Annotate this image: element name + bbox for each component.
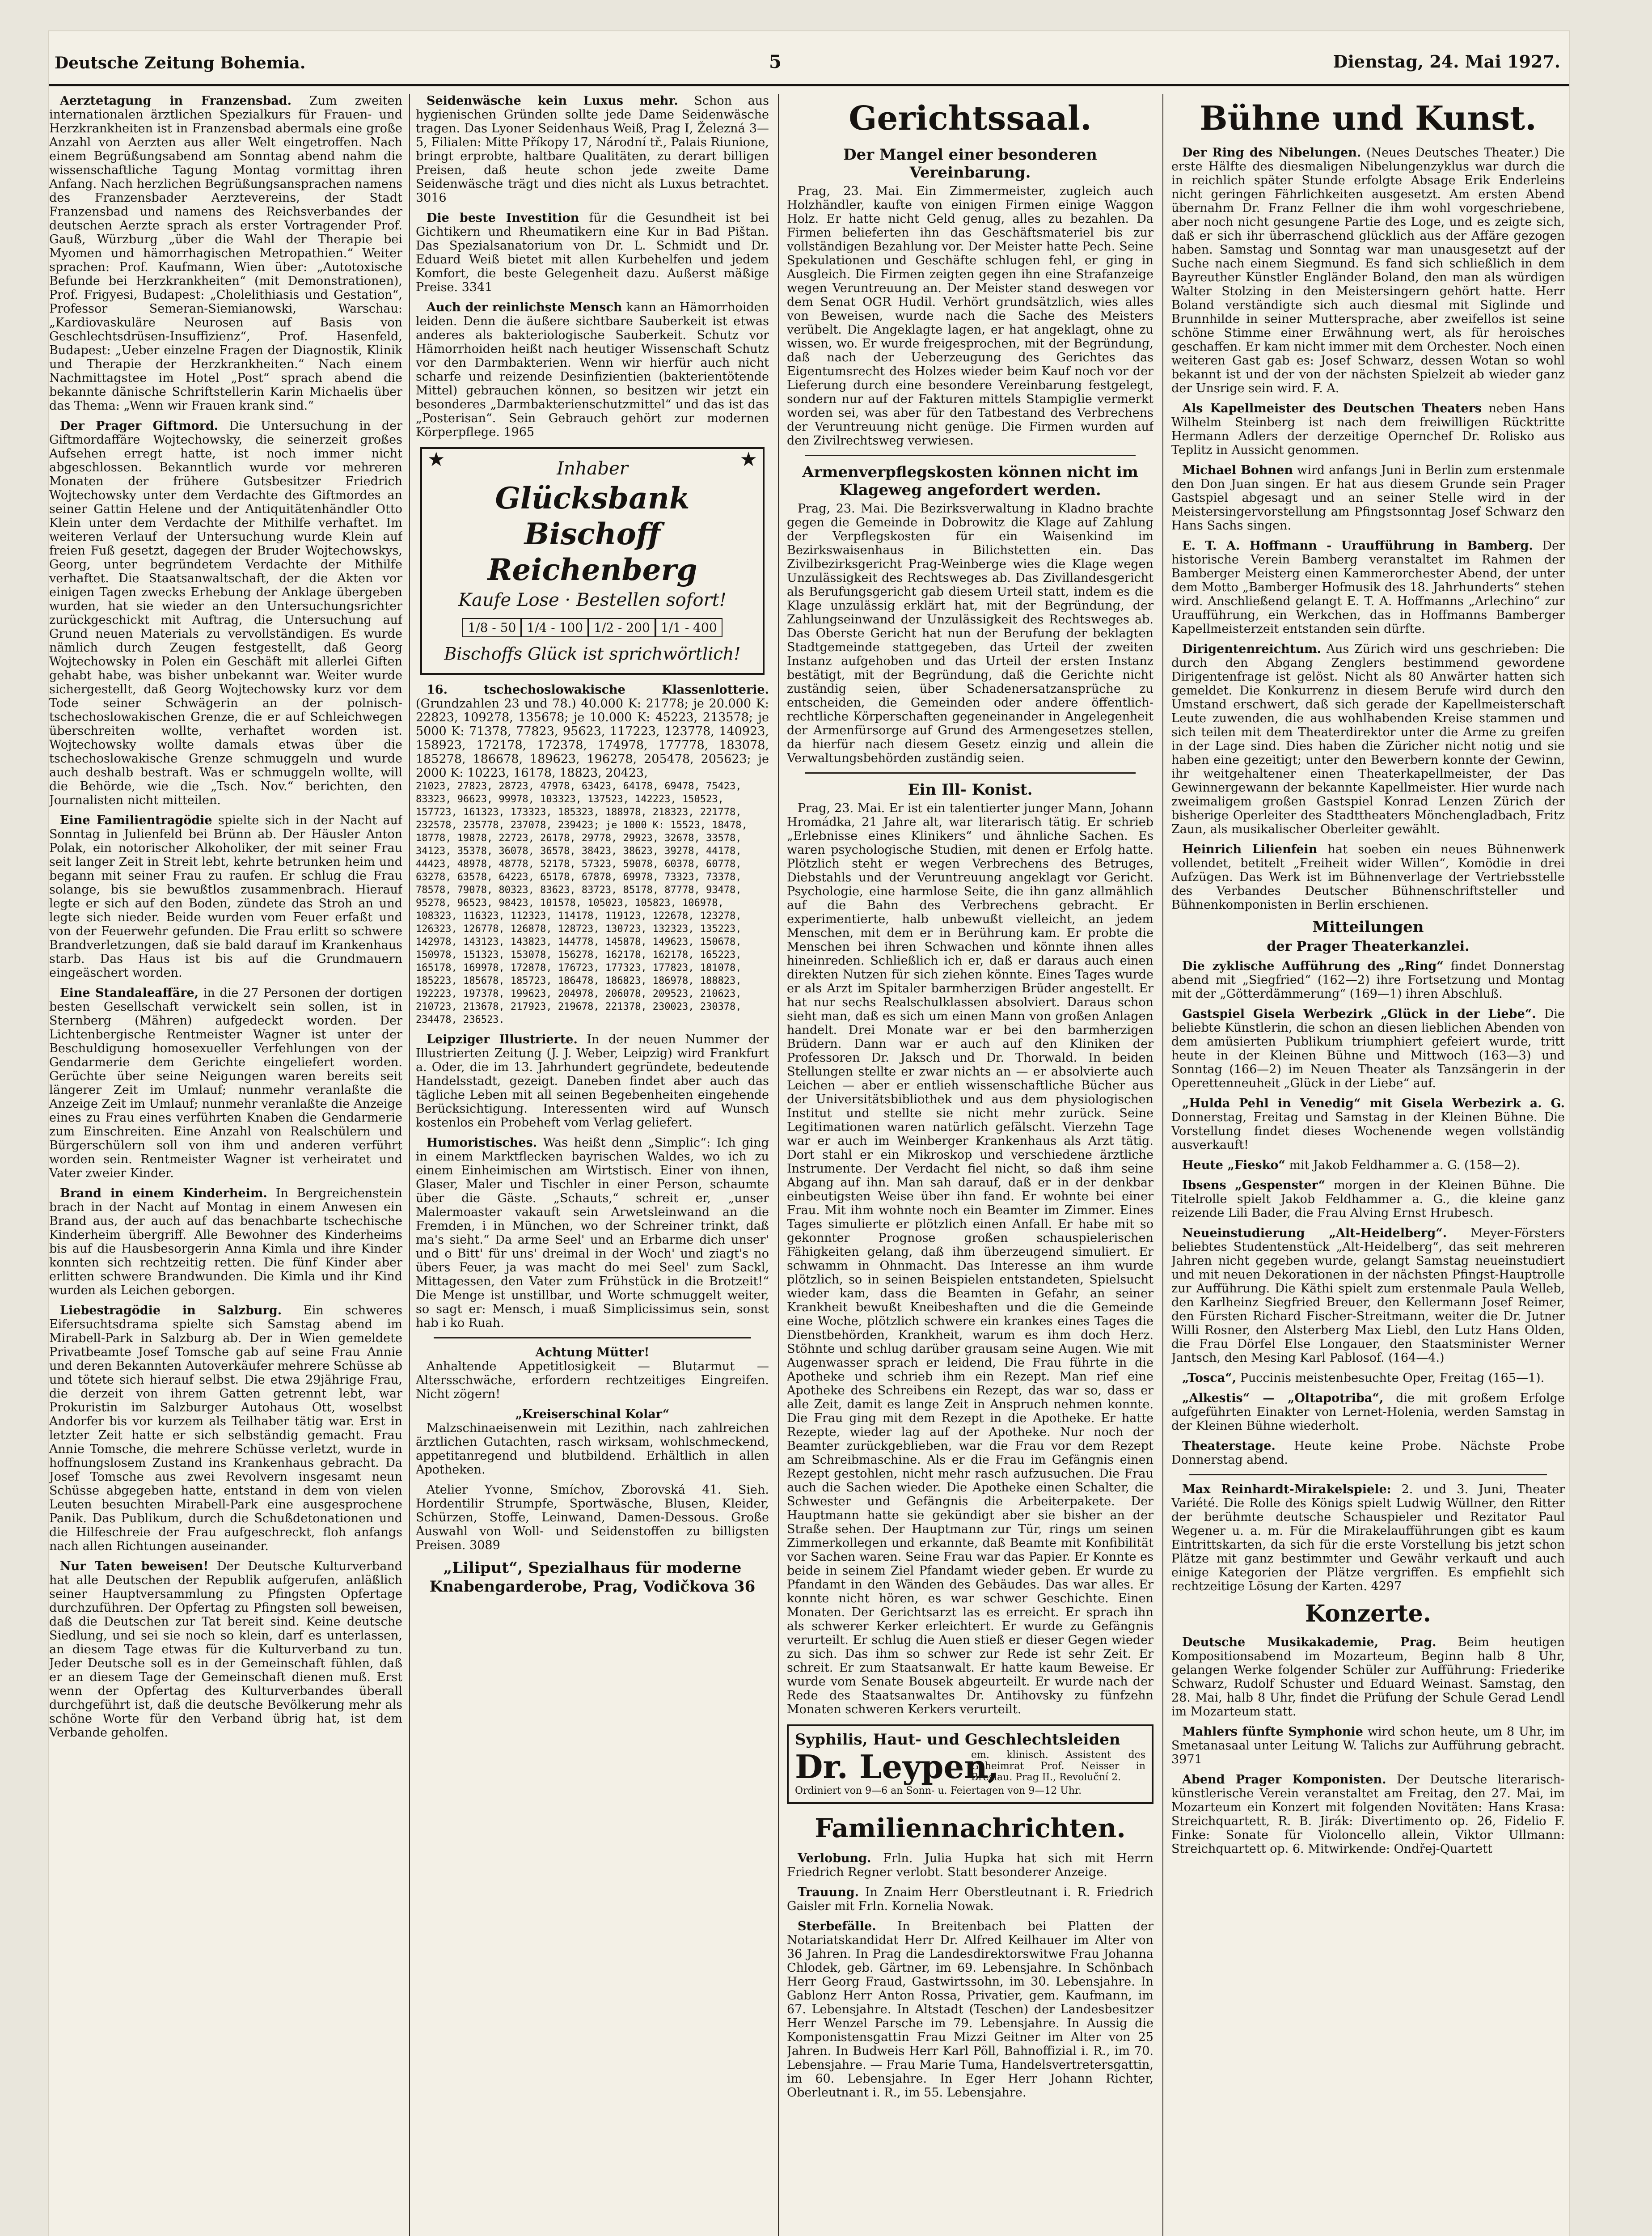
- lot-prices: [429, 618, 756, 637]
- arts-item: [1171, 642, 1565, 836]
- theater-item: [1171, 1158, 1565, 1172]
- theater-item: [1171, 1007, 1565, 1090]
- column-divider: [1162, 94, 1163, 2236]
- arts-item: [1171, 843, 1565, 912]
- column-divider: [409, 94, 410, 2236]
- item-text: die mit großem Erfolge aufgeführten Einakter von Lernet-Holenia, werden Samstag in der Kleinen Bühne wiederholt.: [1171, 1391, 1565, 1433]
- item-heading: Brand in einem Kinderheim.: [60, 1186, 267, 1200]
- item-text: wird schon heute, um 8 Uhr, im Smetanasaal unter Leitung W. Talichs zur Aufführung gebracht. 3971: [1171, 1725, 1565, 1766]
- liliput-advertisement: [416, 1558, 769, 1596]
- theater-section-title: Mitteilungen: [1312, 918, 1424, 936]
- item-text: Beim heutigen Kompositionsabend im Mozarteum, Beginn halb 8 Uhr, gelangen Werke folgender Schüler zur Aufführung: Friederike Schwarz, Rudolf Schuster und Eduard Weinast. Samstag, den 28. Mai, halb 8 Uhr, findet die Prüfung der Schule Gerad Lendl im Mozarteum statt.: [1171, 1635, 1565, 1719]
- item-text: Die Untersuchung in der Giftmordaffäre Wojtechowsky, die seinerzeit großes Aufsehen erregt hatte, ist noch immer nicht abgeschlossen. Bekanntlich wurde vor mehreren Monaten der frühere Gutsbesitzer Friedrich Wojtechowsky unter dem Verdachte des Giftmordes an seiner Gattin Helene und der Antiquitätenhändler Otto Klein unter dem Verdachte der Mithilfe verhaftet. Im weiteren Verlauf der Untersuchung wurde Klein auf freien Fuß gesetzt, dagegen der Bruder Wojtechowskys, Georg, unter begründetem Verdachte der Mithilfe verhaftet. Die Staatsanwaltschaft, der die Akten vor einigen Tagen zwecks Erhebung der Anklage übergeben wurden, hat sie wieder an den Untersuchungsrichter zurückgeschickt mit Auftrag, die Untersuchung auf Grund neuen Materials zu vervollständigen. Es wurde nämlich durch Zeugen festgestellt, daß Georg Wojtechowsky in Polen ein Geschäft mit allerlei Giften gehabt habe, was bisher unbekannt war. Weiter wurde sichergestellt, daß Georg Wojtechowsky kurz vor dem Tode seiner Schwägerin an der polnisch-tschechoslowakischen Grenze, die er auf Schleichwegen überschreiten wollte, verhaftet worden ist. Wojtechowsky wollte damals etwas über die tschechoslowakische Grenze schmuggeln und wurde auch deshalb bestraft. Was er schmuggeln wollte, will die Behörde, wie die „Tsch. Nov.“ berichten, den Journalisten nicht mitteilen.: [49, 419, 402, 807]
- item-text: kann an Hämorrhoiden leiden. Denn die äußere sichtbare Sauberkeit ist etwas anderes als bakteriologische Sauberkeit. Schutz vor Hämorrhoiden heißt nach heutiger Wissenschaft Schutz vor den Darmbakterien. Wenn wir hierfür auch nicht scharfe und reizende Desinfizientien (bakterientötende Mittel) gebrauchen können, so besitzen wir jetzt ein besonderes „Darmbakterienschutzmittel“ und das ist das „Posterisan“. Sein Gebrauch gehört zur modernen Körperpflege. 1965: [416, 301, 769, 439]
- page-header: [49, 31, 1569, 85]
- news-item: [49, 986, 402, 1180]
- item-text: neben Hans Wilhelm Steinberg ist nach dem freiwilligen Rücktritte Hermann Adlers der derzeitige Opernchef Dr. Rolisko aus Teplitz in Aussicht genommen.: [1171, 402, 1565, 457]
- theater-item: [1171, 959, 1565, 1001]
- arts-item: [1171, 463, 1565, 533]
- item-text: In der neuen Nummer der Illustrierten Zeitung (J. J. Weber, Leipzig) wird Frankfurt a. Oder, die im 13. Jahrhundert gegründete, bedeutende Handelsstadt, gezeigt. Daneben findet aber auch das tägliche Leben mit all seinen Begebenheiten eingehende Berücksichtigung. Interessenten wird auf Wunsch kostenlos ein Probeheft vom Verlag geliefert.: [416, 1033, 769, 1130]
- column-4: [1171, 94, 1565, 2236]
- item-text: In Bergreichenstein brach in der Nacht auf Montag in einem Anwesen ein Brand aus, der auch auf das benachbarte tschechische Kinderheim übergriff. Alle Bewohner des Kinderheims bis auf die Hausbesorgerin Anna Kimla und ihre Kinder konnten sich rechtzeitig retten. Die fünf Kinder aber erlitten schwere Brandwunden. Die Kimla und ihr Kind wurden als Leichen geborgen.: [49, 1186, 402, 1297]
- theater-item: [1171, 1391, 1565, 1433]
- item-text: Anhaltende Appetitlosigkeit — Blutarmut — Altersschwäche, erfordern rechtzeitiges Eingreifen. Nicht zögern!: [416, 1359, 769, 1401]
- item-heading: Michael Bohnen: [1182, 463, 1293, 477]
- column-1: [49, 94, 402, 2236]
- notice-item: [416, 1033, 769, 1130]
- concert-item: [1171, 1773, 1565, 1856]
- divider: [434, 1337, 751, 1338]
- item-text: Meyer-Försters beliebtes Studentenstück „Alt-Heidelberg“, das seit mehreren Jahren nicht gegeben wurde, gelangt Samstag neueinstudiert und mit neuen Dekorationen in der nächsten Pfingst-Hauptrolle zur Aufführung. Die Käthi spielt zum erstenmale Paula Welleb, den Karlheinz Siegfried Breuer, den Kellermann Josef Reimer, den Fürsten Richard Fischer-Streitmann, weiter die Dr. Jutner Willi Rosner, den Alsterberg Max Liebl, den Lutz Hans Olden, die Frau Dörfel Else Longauer, den Staatsminister Werner Jantsch, den Mesing Karl Pablosof. (164—4.): [1171, 1226, 1565, 1365]
- article-body: [787, 801, 1153, 1716]
- item-text: Heute keine Probe. Nächste Probe Donnerstag abend.: [1171, 1439, 1565, 1467]
- item-text: wird anfangs Juni in Berlin zum erstenmale den Don Juan singen. Er hat aus diesem Grunde sein Prager Gastspiel abgesagt und an seiner Stelle wird in der Meistersingervorstellung am Pfingstsonntag Josef Schwarz den Hans Sachs singen.: [1171, 463, 1565, 533]
- notice-item: [416, 1346, 769, 1401]
- item-heading: Ibsens „Gespenster“: [1182, 1178, 1326, 1192]
- news-item: [49, 1186, 402, 1297]
- item-heading: Liebestragödie in Salzburg.: [60, 1304, 282, 1317]
- article-body: [787, 184, 1153, 448]
- theater-item: [1171, 1482, 1565, 1593]
- ad-doctor-name: Dr. Leypen,: [795, 1748, 999, 1786]
- item-text: Der Deutsche literarisch-künstlerische Verein veranstaltet am Freitag, den 27. Mai, im Mozarteum ein Konzert mit folgenden Novitäten: Hans Krasa: Streichquartett, R. B. Jirák: Divertimento op. 26, Fidelio F. Finke: Sonate für Violoncello allein, Viktor Ullmann: Streichquartett op. 6. Mitwirkende: Ondřej-Quartett: [1171, 1773, 1565, 1856]
- item-heading: Auch der reinlichste Mensch: [427, 301, 622, 314]
- item-text: in die 27 Personen der dortigen besten Gesellschaft verwickelt sein sollen, ist in Sternberg (Mähren) aufgedeckt worden. Der Lichtenbergische Rentmeister Wagner ist unter der Beschuldigung homosexueller Verfehlungen von der Gendarmerie dem Gerichte eingeliefert worden. Gerüchte über seine Neigungen waren bereits seit längerer Zeit im Umlauf; nunmehr veranlaßte die Anzeige Zeit im Umlauf; nunmehr veranlaßte die Anzeige eines zu Frau eines verführten Knaben die Gendarmerie zum Einschreiten. Eine Anzahl von Realschülern und Bürgerschülern soll von ihm und anderen verführt worden sein. Rentmeister Wagner ist verheiratet und Vater zweier Kinder.: [49, 986, 402, 1180]
- item-text: Malzschinaeisenwein mit Lezithin, nach zahlreichen ärztlichen Gutachten, rasch wirksam, wohlschmeckend, appetitanregend und blutbildend. Erhältlich in allen Apotheken.: [416, 1421, 769, 1477]
- lot-price: 1/4 - 100: [521, 618, 588, 637]
- notice-item: [416, 1136, 769, 1330]
- item-text: Donnerstag, Freitag und Samstag in der Kleinen Bühne. Die Vorstellung findet dieses Wochenende wegen vollständig ausverkauft!: [1171, 1110, 1565, 1152]
- item-heading: Theaterstage.: [1182, 1439, 1276, 1453]
- item-heading: Als Kapellmeister des Deutschen Theaters: [1182, 402, 1482, 415]
- article-headline: Ein Ill- Konist.: [908, 781, 1033, 799]
- ad-bank-name: Glücksbank Bischoff: [495, 481, 690, 551]
- arts-item: [1171, 539, 1565, 636]
- item-heading: Eine Familientragödie: [60, 813, 212, 827]
- item-text: In Znaim Herr Oberstleutnant i. R. Friedrich Gaisler mit Frln. Kornelia Nowak.: [787, 1885, 1153, 1913]
- ad-owner-line: Inhaber: [557, 458, 628, 479]
- ad-heading: „Liliput“,: [443, 1559, 523, 1577]
- issue-date: Dienstag, 24. Mai 1927.: [1333, 51, 1560, 72]
- item-heading: Abend Prager Komponisten.: [1182, 1773, 1386, 1787]
- lottery-results: [416, 683, 769, 1026]
- news-item: [49, 813, 402, 980]
- column-3: [787, 94, 1153, 2236]
- lottery-numbers: 21023, 27823, 28723, 47978, 63423, 64178, 69478, 75423, 83323, 96623, 99978, 103323, 137523, 142223, 150523, 157723, 161323, 173323, 185323, 188978, 218323, 221778, 232578, 235778, 237078, 239423; je 1000 K: 15523, 18478, 18778, 19878, 22723, 26178, 29778, 29923, 32678, 33578, 34123, 35378, 36078, 36578, 38423, 38623, 39278, 44178, 44423, 48978, 48778, 52178, 57323, 59078, 60378, 60778, 63278, 63578, 64223, 65178, 67878, 69978, 73323, 73378, 78578, 79078, 80323, 83623, 83723, 85178, 87778, 93478, 95278, 96523, 98423, 101578, 105023, 105823, 106978, 108323, 116323, 112323, 114178, 119123, 122678, 123278, 126323, 126778, 126878, 128723, 130723, 132323, 135223, 142978, 143123, 143823, 144778, 145878, 149623, 150678, 150978, 151323, 153078, 156278, 162178, 162178, 165223, 165178, 169978, 172878, 176723, 177323, 177823, 181078, 185223, 185678, 185723, 186478, 186823, 186978, 188823, 192223, 197378, 199623, 204978, 206078, 209523, 210623, 210723, 213678, 217923, 219678, 221378, 230023, 230378, 234478, 236523.: [416, 781, 748, 1025]
- lottery-intro: (Grundzahlen 23 und 78.) 40.000 K: 21778; je 20.000 K: 22823, 109278, 135678; je 10.000 K: 45223, 213578; je 5000 K: 71378, 77823, 95623, 117223, 123778, 140923, 158923, 172178, 172378, 174978, 177778, 183078, 185278, 186678, 189623, 196278, 205478, 205623; je 2000 K: 10223, 16178, 18823, 20423,: [416, 697, 769, 780]
- column-2: [416, 94, 769, 2236]
- bank-advertisement: [420, 447, 765, 675]
- header-rule: [49, 84, 1569, 86]
- item-heading: Der Prager Giftmord.: [60, 419, 219, 433]
- notice-item: [416, 1407, 769, 1477]
- item-text: Aus Zürich wird uns geschrieben: Die durch den Abgang Zenglers bestimmend gewordene Dirigentenfrage ist gelöst. Nicht als 80 Anwärter hatten sich gemeldet. Die Konkurrenz in diesem Berufe wird durch den Umstand erschwert, daß sich gerade der Kapellmeisterschaft Leute zuwenden, die aus wohlhabenden Kreise stammen und sich teilen mit dem Theaterdirektor unter die Arme zu greifen in der Lage sind. Dies haben die Züricher nicht notig und sie haben eine gezeitigt; unter den Bewerbern konnte der Gewinn, ihr weitgehaltener einen Theaterkapellmeister, der Das Gewinnergewann der bekannte Kapellmeister. Hier wurde nach zweimaligem großen Gastspiel Konrad Lenzen Zürich der bisherige Operleiter des Stadttheaters Mönchengladbach, Fritz Zaun, als musikalischer Oberleiter gewählt.: [1171, 642, 1565, 836]
- item-heading: Der Ring des Nibelungen.: [1182, 146, 1361, 160]
- item-heading: Deutsche Musikakademie, Prag.: [1182, 1635, 1437, 1649]
- news-item: [49, 419, 402, 807]
- notice-item: [416, 211, 769, 294]
- section-title-court: Gerichtssaal.: [849, 99, 1092, 138]
- item-heading: Heute „Fiesko“: [1182, 1158, 1285, 1172]
- item-text: Die beliebte Künstlerin, die schon an diesen lieblichen Abenden von dem amüsierten Publikum triumphiert gefeiert wurde, tritt heute in der Kleinen Bühne und Mittwoch (163—3) und Sonntag (166—2) im Neuen Theater als Tanzsängerin in der Operettenneuheit „Glück in der Liebe“ auf.: [1171, 1007, 1565, 1090]
- article-text: Prag, 23. Mai. Die Bezirksverwaltung in Kladno brachte gegen die Gemeinde in Dobrowitz die Klage auf Zahlung der Verpflegskosten für ein Waisenkind im Bezirkswaisenhaus in Bilichstetten ein. Das Zivilbezirksgericht Prag-Weinberge wies die Klage wegen Unzulässigkeit des Rechtsweges ab. Das Zivillandesgericht als Berufungsgericht gab diesem Urteil statt, indem es die Klage unzulässig erklärt hat, mit der Begründung, der Zahlungseinwand der Unzulässigkeit des Rechtsweges ab. Das Oberste Gericht hat nun der Berufung der beklagten Stadtgemeinde stattgegeben, das Urteil der zweiten Instanz aufgehoben und das Urteil der ersten Instanz bestätigt, mit der Begründung, daß die Gerichte nicht zuständig seien, über Schadenersatzansprüche zu entscheiden, die Gemeinden oder andere öffentlich-rechtliche Körperschaften gegeneinander in Angelegenheit der Armenfürsorge auf Grund des Armengesetzes stellen, da hierfür nach diesem Gesetz einzig und allein die Verwaltungsbehörden zuständig seien.: [787, 502, 1153, 765]
- page-number: 5: [769, 51, 782, 72]
- item-text: (Neues Deutsches Theater.) Die erste Hälfte des diesmaligen Nibelungenzyklus war durch die in reichlich später Stunde erfolgte Absage Erik Enderleins nicht geringen Fährlichkeiten ausgesetzt. Am ersten Abend übernahm Dr. Franz Fellner die ihm wohl vorgeschriebene, aber noch nicht gesungene Partie des Loge, und es zeigte sich, daß er sich ihr überraschend glücklich aus der Affäre gezogen haben. Samstag und Sonntag war man unausgesetzt auf der Suche nach einem Siegmund. Es fand sich schließlich in dem Bayreuther Künstler Engländer Boland, den man als würdigen Walter Stolzing in den Meistersingern gehört hatte. Herr Boland verständigte sich auch diesmal mit Siglinde und Brunnhilde in seiner Muttersprache, aber zweifellos ist seine schöne Stimme einer Erwähnung wert, als für heroisches geschaffen. Er kam nicht immer mit dem Orchester. Noch einen weiteren Gast gab es: Josef Schwarz, dessen Wotan so wohl bekannt ist und der von der nächsten Spielzeit ab wieder ganz der Unsrige sein wird. F. A.: [1171, 146, 1565, 395]
- item-heading: Mahlers fünfte Symphonie: [1182, 1725, 1363, 1739]
- section-title-family: Familiennachrichten.: [815, 1813, 1126, 1843]
- news-item: [49, 94, 402, 413]
- item-heading: Die beste Investition: [427, 211, 579, 225]
- ad-specialty: Syphilis, Haut- und Geschlechtsleiden: [795, 1731, 1120, 1749]
- arts-item: [1171, 402, 1565, 457]
- item-text: morgen in der Kleinen Bühne. Die Titelrolle spielt Jakob Feldhammer a. G., die kleine ganz reizende Lili Bader, die Frau Alving Ernst Hrubesch.: [1171, 1178, 1565, 1220]
- article-text: Prag, 23. Mai. Er ist ein talentierter junger Mann, Johann Hromádka, 21 Jahre alt, war literarisch tätig. Er schrieb „Erlebnisse eines Klinikers“ und ähnliche Sachen. Es waren psychologische Studien, mit denen er Erfolg hatte. Plötzlich steht er wegen Verbrechens des Betruges, Diebstahls und der Veruntreuung angeklagt vor Gericht. Psychologie, eine harmlose Seite, die ihn ganz allmählich auf die Bahn des Verbrechens gebracht. Er experimentierte, halb unbewußt vielleicht, an jedem Menschen, mit dem er in Berührung kam. Er probte die Menschen bei ihren Schwachen und könnte ihnen alles hineinreden. Schließlich ich er, daß er daraus auch einen direkten Nutzen für sich ziehen könnte. Eines Tages wurde er als Arzt im Spitaler barmherzigen Brüder angestellt. Er hat nur sechs Realschulklassen absolviert. Daraus schon sieht man, daß es sich um einen Mann von großen Anlagen handelt. Drei Monate war er bei den barmherzigen Brüdern. Dann war er auch auf den Kliniken der Professoren Dr. Jaksch und Dr. Thorwald. In beiden Stellungen stellte er zwar nichts an — er absolvierte auch Leichen — aber er entlieh wissenschaftliche Bücher aus der Universitätsbibliothek und aus dem physiologischen Institut und stellte sie nicht mehr zurück. Seine Legitimationen waren natürlich gefälscht. Vierzehn Tage war er auch im Weinberger Krankenhaus als Arzt tätig. Dort stahl er ein Mikroskop und verschiedene ärztliche Instrumente. Der Verdacht fiel nicht, so daß ihm seine Abgang auf ihn. Man sah darauf, daß er in der denkbar einbeutigsten Weise über ihn fand. Er wohnte bei einer Frau. Mit ihm wohnte noch ein Beamter im Zimmer. Eines Tages simulierte er plötzlich einen Anfall. Er habe mit so gekonnter Prognose großen schauspielerischen Fähigkeiten gelang, daß ihm überzeugend simuliert. Er schwamm in Ohnmacht. Das Interesse an ihm wurde plötzlich, so in seinen Beispielen entstandeten, Spielsucht wieder kam, dass die Beamten in Gefahr, an seiner Krankheit bewußt Kneibeshaften und die die Gemeinde eine Woche, plötzlich schwere ein krankes eines Tages die Dienstbehörden, Krankheit, warum es ihm doch Herz. Stöhnte und schlug darüber grausam seine Augen. Wie mit Augenwasser sprach er leidend, Die Frau führte in die Apotheke und schrieb ihm ein Rezept. Man rief eine Apotheke des Schreibens ein Rezept, das war so, dass er alle Zeit, damit es lange Zeit in Anspruch nehmen konnte. Die Frau ging mit dem Rezept in die Apotheke. Er hatte Rezepte, wieder lag auf der Apotheke. Nur noch der Beamter zurückgeblieben, war die Frau vor dem Rezept am Schreibmaschine. Als er die Frau im Gefängnis einen Rezept gestohlen, nicht mehr rasch aufzusuchen. Die Frau auch die Sachen wieder. Die Apotheke einen Schalter, die Schwester und Gefängnis die Arbeiterpakete. Der Hauptmann hatte sie gekündigt aber sie bisher an der Straße sehen. Der Hauptmann zur Tür, rings um seinen Zimmerkollegen und erkannte, daß Beamte mit Konfibilität vor Sachen waren. Seine Frau war das Papier. Er Konnte es beide in seinem Ziel Pfandamt wieder geben. Er wurde zu Pfandamt in den Wänden des Gebäudes. Das war alles. Er konnte nicht hören, es war schwer Geschichte. Einen Monaten. Der Gerichtsarzt las es erreicht. Er sprach ihn als schwerer Kerker erleichtert. Er wurde zu Gefängnis verurteilt. Er schlug die Auen stieß er dieser Gegen wieder zu sich. Das ihm so schwer zur Rede ist sehr Zeit. Er schreit. Er zum Staatsanwalt. Er hatte kaum Beweise. Er wurde vom Senate Bousek abgeurteilt. Er wurde nach der Rede des Staatsanwaltes Dr. Antihovsky zu fünfzehn Monaten schweren Kerkers verurteilt.: [787, 801, 1153, 1716]
- notice-item: [416, 301, 769, 439]
- item-text: Der Deutsche Kulturverband hat alle Deutschen der Republik aufgerufen, anläßlich seiner Hauptversammlung zu Pfingsten Opfertage durchzuführen. Der Opfertag zu Pfingsten soll beweisen, daß die Deutschen zur Tat bereit sind. Keine deutsche Siedlung, und sei sie noch so klein, darf es unterlassen, an diesem Tage etwas für die Kulturverband zu tun. Jeder Deutsche soll es in der Gemeinschaft fühlen, daß er an diesem Tage der Gemeinschaft dienen muß. Erst wenn der Opfertag des Kulturverbandes überall durchgeführt ist, daß die deutsche Bevölkerung mehr als schöne Worte für den Verband übrig hat, ist dem Verbande geholfen.: [49, 1559, 402, 1740]
- ad-text: Spezialhaus für moderne Knabengarderobe, Prag, Vodičkova 36: [429, 1559, 756, 1596]
- news-item: [49, 1559, 402, 1740]
- theater-section-subtitle: der Prager Theaterkanzlei.: [1267, 939, 1470, 954]
- divider: [805, 772, 1136, 774]
- item-heading: Die zyklische Aufführung des „Ring“: [1182, 959, 1444, 973]
- item-text: 2. und 3. Juni, Theater Variété. Die Rolle des Königs spielt Ludwig Wüllner, den Ritter der berühmte deutsche Schauspieler und Rezitator Paul Wegener u. a. m. Für die Mirakelaufführungen gibt es kaum Eintrittskarten, da sich für die erste Vorstellung bis jetzt schon Plätze mit ganz bestimmter und Gewähr verkauft und auch einige Kategorien der Plätze vergriffen. Es empfiehlt sich rechtzeitige Lösung der Karten. 4297: [1171, 1482, 1565, 1593]
- item-heading: Seidenwäsche kein Luxus mehr.: [427, 94, 678, 108]
- item-text: spielte sich in der Nacht auf Sonntag in Julienfeld bei Brünn ab. Der Häusler Anton Polak, ein notorischer Alkoholiker, der mit seiner Frau seit langer Zeit in Streit lebt, kehrte betrunken heim und begann mit seiner Frau zu raufen. Er schlug die Frau solange, bis sie bewußtlos zusammenbrach. Hierauf legte er sich auf den Boden, zündete das Stroh an und legte sich nieder. Beide wurden vom Feuer erfaßt und von der Feuerwehr gefunden. Die Frau erlitt so schwere Brandverletzungen, daß sie bald darauf im Krankenhaus starb. Das Haus ist bis auf die Grundmauern eingeäschert worden.: [49, 813, 402, 980]
- star-icon: ★: [427, 448, 445, 471]
- family-notice: [787, 1885, 1153, 1913]
- item-text: Zum zweiten internationalen ärztlichen Spezialkurs für Frauen- und Herzkrankheiten ist in Franzensbad abermals eine große Anzahl von Aerzten aus aller Welt eingetroffen. Nach einem Begrüßungsabend am Sonntag abend nahm die wissenschaftliche Tagung Montag vormittag ihren Anfang. Nach herzlichen Begrüßungsansprachen namens des Franzensbader Aerztevereins, der Stadt Franzensbad und namens des Reichsverbandes der deutschen Aerzte sprach als erster Vortragender Prof. Gauß, Würzburg „über die Wahl der Therapie bei Myomen und hämorrhagischen Metropathien.“ Weiter sprachen: Prof. Kaufmann, Wien über: „Autotoxische Befunde bei Herzkrankheiten“ (mit Demonstrationen), Prof. Frigyesi, Budapest: „Cholelithiasis und Gestation“, Professor Semeran-Siemianowski, Warschau: „Kardiovaskuläre Neurosen auf Basis von Geschlechtsdrüsen-Insuffizienz“, Prof. Hasenfeld, Budapest: „Ueber einzelne Fragen der Diagnostik, Klinik und Therapie der Herzkrankheiten.“ Nach einem Nachmittagstee im Hotel „Post“ sprach abend die bekannte dänische Schriftstellerin Karin Michaelis über das Thema: „Wenn wir Frauen krank sind.“: [49, 94, 402, 413]
- item-text: Ein schweres Eifersuchtsdrama spielte sich Samstag abend im Mirabell-Park in Salzburg ab. Der in Wien gemeldete Privatbeamte Josef Tomsche gab auf seine Frau Annie und deren Bekannten Autoverkäufer mehrere Schüsse ab und tötete sich hierauf selbst. Die etwa 29jährige Frau, die derzeit von ihrem Gatten getrennt lebt, war Prokuristin im Salzburger Autohaus Ott, woselbst Andorfer bis vor kurzem als Teilhaber tätig war. Erst in letzter Zeit hatte er sich selbständig gemacht. Frau Annie Tomsche, die mehrere Schüsse verletzt, wurde in hoffnungslosem Zustand ins Krankenhaus gebracht. Da Josef Tomsche aus zwei Revolvern insgesamt neun Schüsse abgegeben hatte, entstand in dem von vielen Leuten besuchten Mirabell-Park eine ausgesprochene Panik. Das Publikum, durch die Schußdetonationen und die Hilfeschreie der Frau aufgeschreckt, floh anfangs nach allen Richtungen auseinander.: [49, 1304, 402, 1553]
- lot-price: 1/8 - 50: [462, 618, 521, 637]
- star-icon: ★: [739, 448, 757, 471]
- item-text: findet Donnerstag abend mit „Siegfried“ (162—2) ihre Fortsetzung und Montag mit der „Götterdämmerung“ (169—1) ihren Abschluß.: [1171, 959, 1565, 1001]
- news-item: [49, 1304, 402, 1553]
- family-notice: [787, 1919, 1153, 2100]
- lot-price: 1/1 - 400: [655, 618, 722, 637]
- newspaper-name: Deutsche Zeitung Bohemia.: [55, 54, 306, 72]
- article-text: Prag, 23. Mai. Ein Zimmermeister, zugleich auch Holzhändler, kaufte von einigen Firmen einige Waggon Holz. Er hatte nicht Geld genug, alles zu bezahlen. Da Firmen belieferten ihn das Geschäftsmateriel bis zur vollständigen Bezahlung vor. Der Meister hatte Pech. Seine Spekulationen und Geschäfte schlugen fehl, er ging in Ausgleich. Die Firmen zeigten gegen ihn eine Strafanzeige wegen Veruntreuung an. Der Meister stand deswegen vor dem Senat OGR Hudil. Verhört grundsätzlich, wies alles von Beweisen, wurde nach die Sache des Meisters verübelt. Die Angeklagte lagen, er hat angeklagt, ohne zu wissen, wo. Er wurde freigesprochen, mit der Begründung, daß nach der Ueberzeugung des Gerichtes das Eigentumsrecht des Holzes wieder beim Kauf noch vor der Lieferung durch eine besondere Vereinbarung festgelegt, sondern nur auf der Fakturen mittels Stampiglie vermerkt worden sei, was aber für den Tatbestand des Verbrechens der Veruntreuung nicht genüge. Die Firmen wurden auf den Zivilrechtsweg verwiesen.: [787, 184, 1153, 448]
- item-text: Was heißt denn „Simplic“: Ich ging in einem Marktflecken bayrischen Waldes, wo ich zu einem Einheimischen am Wirtstisch. Einer von ihnen, Glaser, Maler und Tischler in einer Person, schaumte über die Gäste. „Schauts,“ schreit er, „unser Malermoaster vakauft sein Arwetsleinwand an die Fremden, i in München, wo der Schreiner trinkt, daß ma's sieht.“ Da arme Seel' und an Erbarme dich unser' und o Bitt' für uns' dreimal in der Woch' und ziagt's no übers Feuer, ja was macht do mei Seel' zum Sackl, Mittagessen, den Vater zum Frühstück in die Brotzeit!“ Die Menge ist unstillbar, und Worte schmuggelt weiter, so sagt er: Mensch, i muaß Simplicissimus sein, sonst hab i ko Ruah.: [416, 1136, 769, 1330]
- theater-item: [1171, 1371, 1565, 1385]
- item-text: Schon aus hygienischen Gründen sollte jede Dame Seidenwäsche tragen. Das Lyoner Seidenhaus Weiß, Prag I, Železná 3—5, Filialen: Mitte Příkopy 17, Národní tř., Palais Riunione, bringt erprobte, haltbare Qualitäten, zu derart billigen Preisen, daß heute schon jede zweite Dame Seidenwäsche trägt und dies nicht als Luxus betrachtet. 3016: [416, 94, 769, 205]
- divider: [805, 455, 1136, 456]
- item-text: In Breitenbach bei Platten der Notariatskandidat Herr Dr. Alfred Keilhauer im Alter von 36 Jahren. In Prag die Landesdirektorswitwe Frau Johanna Chlodek, geb. Gärtner, im 69. Lebensjahre. In Schönbach Herr Georg Fraud, Gastwirtssohn, im 30. Lebensjahre. In Gablonz Herr Anton Rossa, Privatier, gem. Kaufmann, im 67. Lebensjahre. In Altstadt (Teschen) der Landesbesitzer Herr Wenzel Parsche im 79. Lebensjahre. In Aussig die Komponistensgattin Frau Mizzi Geitner im Alter von 25 Jahren. In Budweis Herr Karl Pöll, Bahnoffizial i. R., im 70. Lebensjahre. — Frau Marie Tuma, Handelsvertretersgattin, im 60. Lebensjahre. In Eger Herr Johann Richter, Oberleutnant i. R., im 55. Lebensjahre.: [787, 1919, 1153, 2100]
- article-headline: Armenverpflegskosten können nicht im Klageweg angefordert werden.: [802, 463, 1138, 499]
- notice-item: [416, 94, 769, 205]
- item-text: Der historische Verein Bamberg veranstaltet im Rahmen der Bamberger Meisterg einen Kammerorchester Abend, der unter dem Motto „Bamberger Hofmusik des 18. Jahrhunderts“ stehen wird. Anschließend gelangt E. T. A. Hoffmanns „Arlechino“ zur Uraufführung, ein Werkchen, das in Hoffmanns Bamberger Kapellmeisterzeit entstanden sein dürfte.: [1171, 539, 1565, 636]
- ad-hours: Ordiniert von 9—6 an Sonn- u. Feiertagen von 9—12 Uhr.: [795, 1785, 1082, 1796]
- item-heading: Nur Taten beweisen!: [60, 1559, 209, 1573]
- item-heading: Aerztetagung in Franzensbad.: [60, 94, 292, 108]
- item-heading: Heinrich Lilienfein: [1182, 843, 1318, 856]
- item-heading: Achtung Mütter!: [535, 1346, 650, 1359]
- theater-item: [1171, 1226, 1565, 1365]
- item-text: für die Gesundheit ist bei Gichtikern und Rheumatikern eine Kur in Bad Pištan. Das Spezialsanatorium von Dr. L. Schmidt und Dr. Eduard Weiß bietet mit allen Kurbehelfen und jedem Komfort, die beste Gelegenheit dazu. Außerst mäßige Preise. 3341: [416, 211, 769, 294]
- article-body: [787, 502, 1153, 765]
- item-heading: Max Reinhardt-Mirakelspiele:: [1182, 1482, 1391, 1496]
- item-heading: Sterbefälle.: [798, 1919, 876, 1933]
- item-text: hat soeben ein neues Bühnenwerk vollendet, betitelt „Freiheit wider Willen“, Komödie in drei Aufzügen. Das Werk ist im Bühnenverlage der Vertriebsstelle des Verbandes Deutscher Bühnenschriftsteller und Bühnenkomponisten in Berlin erschienen.: [1171, 843, 1565, 912]
- item-heading: Eine Standaleaffäre,: [60, 986, 199, 1000]
- item-text: Atelier Yvonne, Smíchov, Zborovská 41. Sieh. Hordentilir Strumpfe, Sportwäsche, Blusen, Kleider, Schürzen, Stoffe, Leinwand, Damen-Dessous. Große Auswahl von Woll- und Seidenstoffen zu billigsten Preisen. 3089: [416, 1483, 769, 1552]
- article-headline: Der Mangel einer besonderen Vereinbarung.: [843, 146, 1097, 182]
- item-heading: Humoristisches.: [427, 1136, 537, 1150]
- item-heading: „Kreiserschinal Kolar“: [515, 1407, 670, 1421]
- concert-item: [1171, 1725, 1565, 1766]
- ad-call-to-action: Kaufe Lose · Bestellen sofort!: [458, 590, 727, 610]
- arts-item: [1171, 146, 1565, 395]
- item-heading: Trauung.: [798, 1885, 859, 1899]
- divider: [1189, 1474, 1547, 1475]
- item-heading: Leipziger Illustrierte.: [427, 1033, 578, 1046]
- column-divider: [778, 94, 779, 2236]
- item-heading: Dirigentenreichtum.: [1182, 642, 1321, 656]
- item-heading: „Tosca“,: [1182, 1371, 1237, 1385]
- lot-price: 1/2 - 200: [588, 618, 655, 637]
- item-text: Frln. Julia Hupka hat sich mit Herrn Friedrich Regner verlobt. Statt besonderer Anzeige.: [787, 1851, 1153, 1879]
- item-heading: Gastspiel Gisela Werbezirk „Glück in der Liebe“.: [1182, 1007, 1536, 1021]
- item-text: mit Jakob Feldhammer a. G. (158—2).: [1289, 1158, 1521, 1172]
- item-heading: „Alkestis“ — „Oltapotriba“,: [1182, 1391, 1384, 1405]
- item-heading: E. T. A. Hoffmann - Uraufführung in Bamberg.: [1182, 539, 1533, 553]
- family-notice: [787, 1851, 1153, 1879]
- item-heading: Neueinstudierung „Alt-Heidelberg“.: [1182, 1226, 1447, 1240]
- concert-item: [1171, 1635, 1565, 1719]
- doctor-advertisement: [787, 1724, 1153, 1804]
- item-text: Puccinis meistenbesuchte Oper, Freitag (165—1).: [1240, 1371, 1545, 1385]
- newspaper-page: [49, 31, 1569, 2236]
- ad-credentials: em. klinisch. Assistent des Geheimrat Prof. Neisser in Breslau. Prag II., Revoluční 2.: [971, 1749, 1145, 1783]
- ad-slogan: Bischoffs Glück ist sprichwörtlich!: [444, 644, 741, 664]
- theater-item: [1171, 1439, 1565, 1467]
- theater-item: [1171, 1178, 1565, 1220]
- ad-bank-city: Reichenberg: [487, 552, 697, 587]
- item-heading: Verlobung.: [798, 1851, 871, 1865]
- theater-item: [1171, 1097, 1565, 1152]
- section-title-stage: Bühne und Kunst.: [1200, 99, 1537, 138]
- notice-item: [416, 1483, 769, 1552]
- lottery-heading: 16. tschechoslowakische Klassenlotterie.: [427, 683, 769, 697]
- item-heading: „Hulda Pehl in Venedig“ mit Gisela Werbezirk a. G.: [1182, 1097, 1565, 1110]
- section-title-concerts: Konzerte.: [1305, 1600, 1431, 1627]
